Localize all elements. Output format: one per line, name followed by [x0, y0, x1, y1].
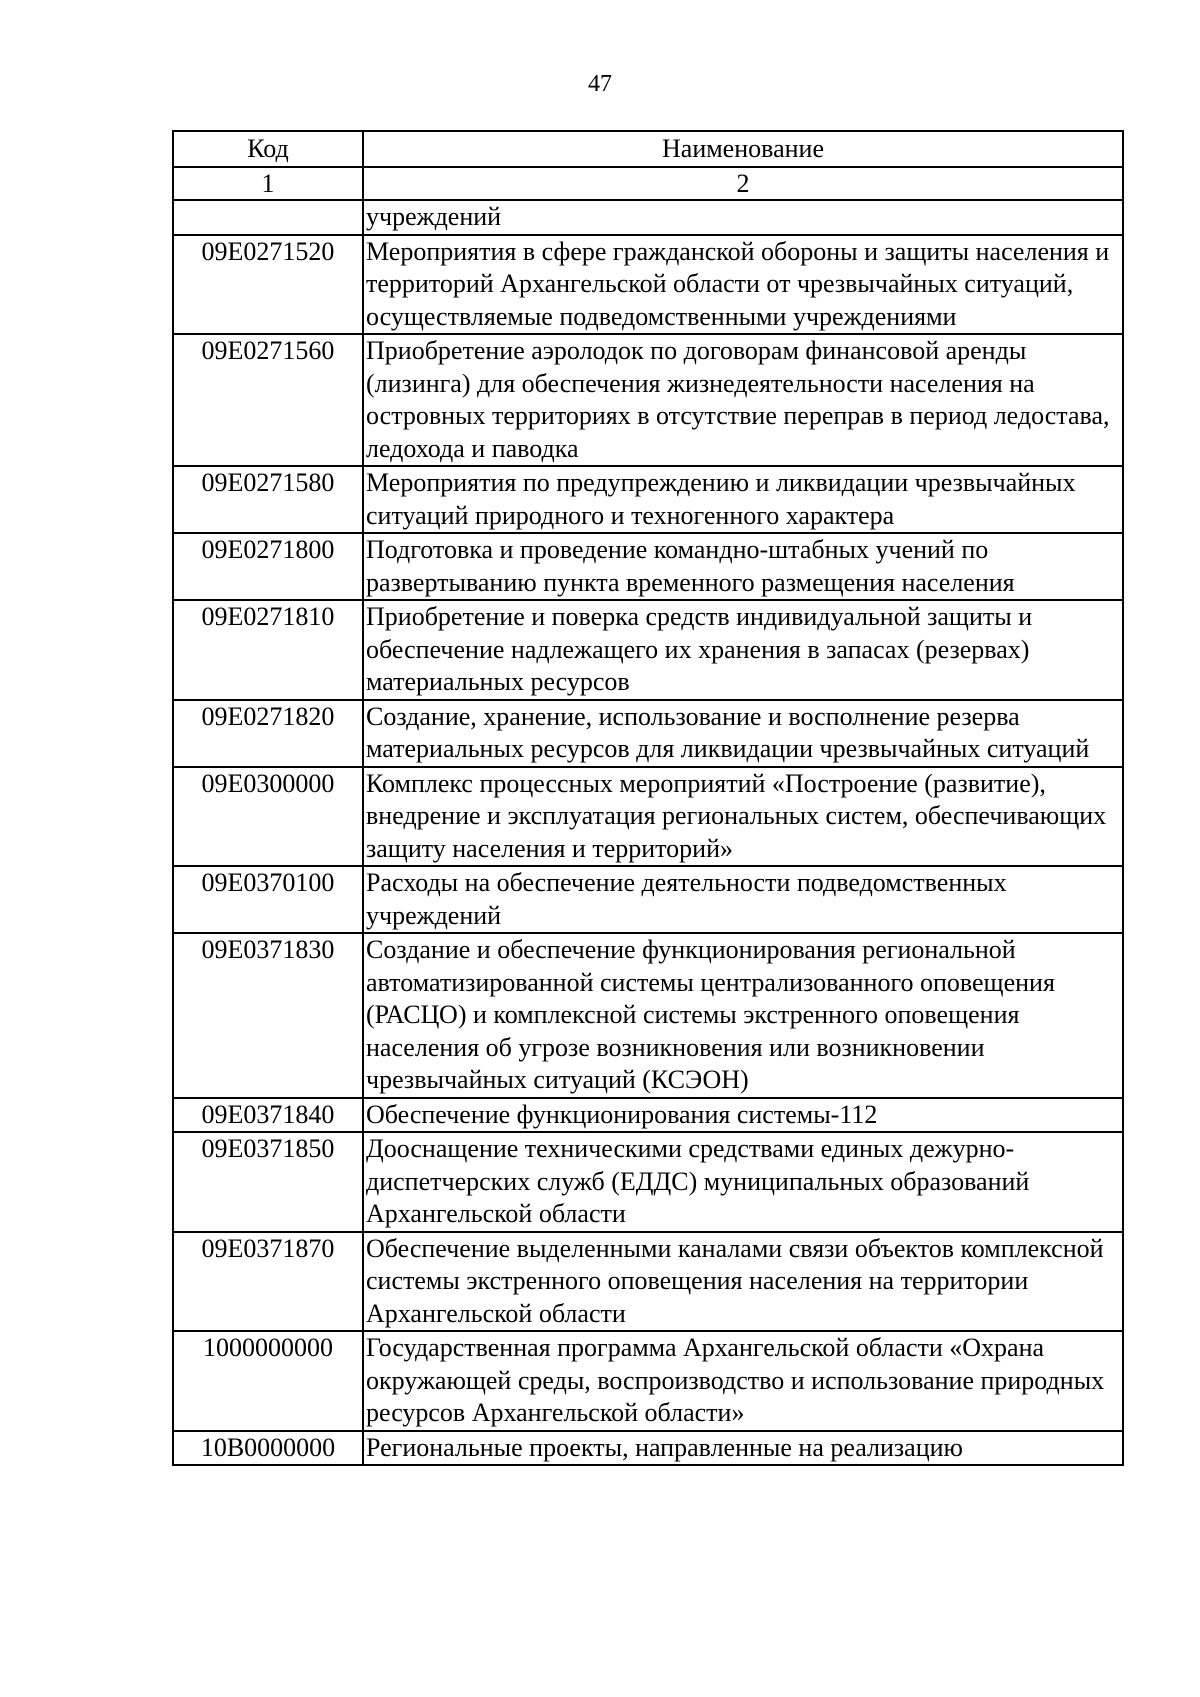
row-code: 09Е0371830 — [173, 933, 363, 1098]
table-row — [173, 866, 1123, 933]
column-number-name: 2 — [363, 167, 1123, 200]
table-row — [173, 767, 1123, 867]
row-name: учреждений — [363, 200, 1123, 235]
row-name: Мероприятия в сфере гражданской обороны и защиты населения и территорий Архангельской области от чрезвычайных ситуаций, осуществляемые подведомственными учреждениями — [363, 235, 1123, 335]
row-code: 1000000000 — [173, 1331, 363, 1431]
header-code: Код — [173, 131, 363, 167]
page-number: 47 — [588, 71, 612, 97]
table-row — [173, 1098, 1123, 1133]
row-name: Региональные проекты, направленные на реализацию — [363, 1431, 1123, 1466]
row-name: Создание, хранение, использование и восполнение резерва материальных ресурсов для ликвидации чрезвычайных ситуаций — [363, 700, 1123, 767]
row-code: 09Е0371840 — [173, 1098, 363, 1133]
row-code: 09Е0271800 — [173, 533, 363, 600]
table-row — [173, 1232, 1123, 1332]
row-code: 09Е0271810 — [173, 600, 363, 700]
row-name: Мероприятия по предупреждению и ликвидации чрезвычайных ситуаций природного и техногенного характера — [363, 466, 1123, 533]
table-row — [173, 600, 1123, 700]
table-row — [173, 1132, 1123, 1232]
column-number-code: 1 — [173, 167, 363, 200]
row-name: Подготовка и проведение командно-штабных учений по развертыванию пункта временного размещения населения — [363, 533, 1123, 600]
row-name: Дооснащение техническими средствами единых дежурно-диспетчерских служб (ЕДДС) муниципальных образований Архангельской области — [363, 1132, 1123, 1232]
table-row — [173, 334, 1123, 466]
row-name: Государственная программа Архангельской области «Охрана окружающей среды, воспроизводство и использование природных ресурсов Архангельской области» — [363, 1331, 1123, 1431]
header-name: Наименование — [363, 131, 1123, 167]
row-name: Расходы на обеспечение деятельности подведомственных учреждений — [363, 866, 1123, 933]
row-code: 09Е0300000 — [173, 767, 363, 867]
row-code — [173, 200, 363, 235]
table-row — [173, 533, 1123, 600]
row-code: 09Е0371850 — [173, 1132, 363, 1232]
table-header — [173, 131, 1123, 200]
row-name: Приобретение и поверка средств индивидуальной защиты и обеспечение надлежащего их хранения в запасах (резервах) материальных ресурсов — [363, 600, 1123, 700]
table-body — [173, 200, 1123, 1465]
header-row — [173, 131, 1123, 167]
row-name: Обеспечение выделенными каналами связи объектов комплексной системы экстренного оповещения населения на территории Архангельской области — [363, 1232, 1123, 1332]
budget-codes-table — [172, 130, 1124, 1466]
table-row — [173, 466, 1123, 533]
row-code: 09Е0271560 — [173, 334, 363, 466]
table-row — [173, 700, 1123, 767]
row-code: 09Е0371870 — [173, 1232, 363, 1332]
row-code: 09Е0271580 — [173, 466, 363, 533]
column-number-row — [173, 167, 1123, 200]
row-code: 09Е0271820 — [173, 700, 363, 767]
table-row — [173, 235, 1123, 335]
row-name: Комплекс процессных мероприятий «Построение (развитие), внедрение и эксплуатация региональных систем, обеспечивающих защиту населения и территорий» — [363, 767, 1123, 867]
table-row — [173, 933, 1123, 1098]
row-code: 10В0000000 — [173, 1431, 363, 1466]
row-code: 09Е0271520 — [173, 235, 363, 335]
table-row — [173, 1331, 1123, 1431]
row-name: Приобретение аэролодок по договорам финансовой аренды (лизинга) для обеспечения жизнедеятельности населения на островных территориях в отсутствие переправ в период ледостава, ледохода и паводка — [363, 334, 1123, 466]
row-name: Создание и обеспечение функционирования региональной автоматизированной системы централизованного оповещения (РАСЦО) и комплексной системы экстренного оповещения населения об угрозе возникновения или возникновении чрезвычайных ситуаций (КСЭОН) — [363, 933, 1123, 1098]
table-row — [173, 1431, 1123, 1466]
row-code: 09Е0370100 — [173, 866, 363, 933]
row-name: Обеспечение функционирования системы-112 — [363, 1098, 1123, 1133]
table-row — [173, 200, 1123, 235]
